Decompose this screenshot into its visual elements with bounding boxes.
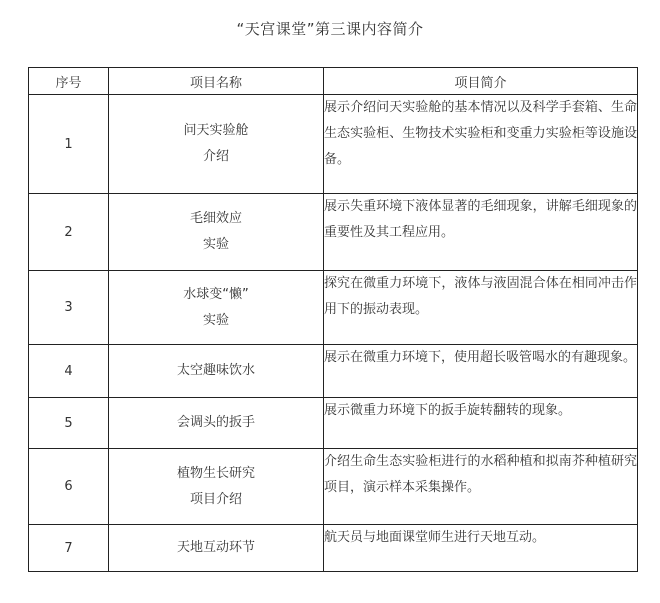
project-name-line: 项目介绍 (189, 491, 242, 507)
project-name-line: 毛细效应 (189, 211, 242, 226)
table-row (29, 271, 638, 345)
row-project-name (109, 271, 324, 345)
project-name-line: 问天实验舱 (183, 123, 249, 138)
row-project-name (109, 194, 324, 271)
header-project-summary: 项目简介 (324, 68, 638, 95)
row-project-summary: 展示失重环境下液体显著的毛细现象，讲解毛细现象的重要性及其工程应用。 (324, 194, 638, 271)
project-name-line: 实验 (202, 312, 229, 328)
project-name-line: 植物生长研究 (176, 465, 255, 481)
row-number: 4 (29, 345, 109, 398)
project-name-line: 太空趣味饮水 (176, 363, 255, 378)
row-project-name (109, 525, 324, 572)
table-header-row (29, 68, 638, 95)
table-row (29, 95, 638, 194)
row-project-summary: 航天员与地面课堂师生进行天地互动。 (324, 525, 638, 572)
content-table (28, 67, 638, 572)
table-row (29, 449, 638, 525)
row-project-summary: 介绍生命生态实验柜进行的水稻种植和拟南芥种植研究项目，演示样本采集操作。 (324, 449, 638, 525)
row-number: 2 (29, 194, 109, 271)
project-name-line: 介绍 (202, 149, 229, 164)
project-name-line: 水球变“懒” (183, 286, 249, 302)
row-number: 7 (29, 525, 109, 572)
row-number: 6 (29, 449, 109, 525)
project-name-line: 天地互动环节 (176, 540, 255, 555)
row-number: 3 (29, 271, 109, 345)
row-number: 1 (29, 95, 109, 194)
project-name-line: 实验 (202, 237, 229, 252)
row-project-name (109, 449, 324, 525)
row-project-summary: 展示在微重力环境下，使用超长吸管喝水的有趣现象。 (324, 345, 638, 398)
table-row (29, 194, 638, 271)
row-project-summary: 展示介绍问天实验舱的基本情况以及科学手套箱、生命生态实验柜、生物技术实验柜和变重力实验柜等设施设备。 (324, 95, 638, 194)
row-project-name (109, 345, 324, 398)
header-number: 序号 (29, 68, 109, 95)
page-title: “天宫课堂”第三课内容简介 (236, 20, 424, 38)
row-project-summary: 展示微重力环境下的扳手旋转翻转的现象。 (324, 398, 638, 449)
table-row (29, 525, 638, 572)
row-number: 5 (29, 398, 109, 449)
project-name-line: 会调头的扳手 (176, 415, 255, 430)
table-row (29, 345, 638, 398)
row-project-summary: 探究在微重力环境下，液体与液固混合体在相同冲击作用下的振动表现。 (324, 271, 638, 345)
row-project-name (109, 398, 324, 449)
table-row (29, 398, 638, 449)
header-project-name: 项目名称 (109, 68, 324, 95)
row-project-name (109, 95, 324, 194)
